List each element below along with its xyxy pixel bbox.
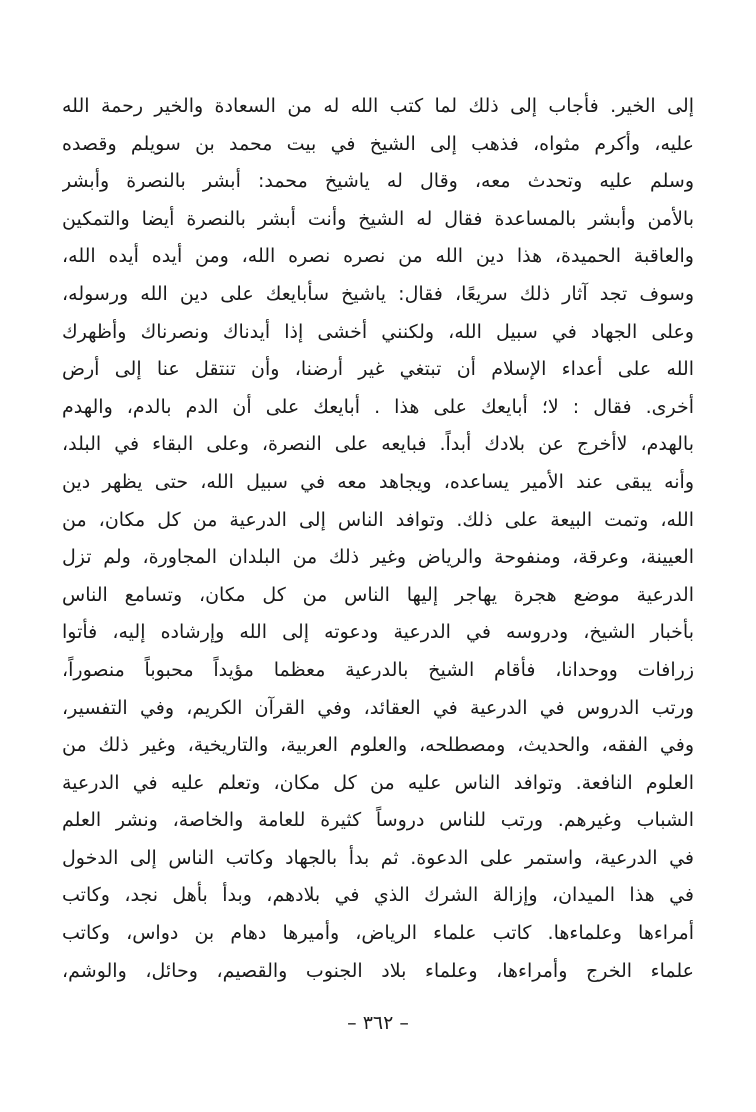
text-line-2: عليه، وأكرم مثواه، فذهب إلى الشيخ في بيت محمد بن سويلم وقصده (62, 132, 694, 155)
text-line-1: إلى الخير. فأجاب إلى ذلك لما كتب الله له من السعادة والخير رحمة الله (62, 95, 694, 117)
text-line-16: زرافات ووحدانا، فأقام الشيخ بالدرعية معظما مؤيداً محبوباً منصوراً، (62, 658, 694, 681)
text-line-21: في الدرعية، واستمر على الدعوة. ثم بدأ بالجهاد وكاتب الناس إلى الدخول (62, 846, 694, 869)
text-line-12: الله، وتمت البيعة على ذلك. وتوافد الناس إلى الدرعية من كل مكان، من (62, 508, 694, 531)
text-line-15: بأخبار الشيخ، ودروسه في الدرعية ودعوته إلى الله وإرشاده إليه، فأتوا (62, 621, 694, 644)
text-line-3: وسلم عليه وتحدث معه، وقال له ياشيخ محمد: أبشر بالنصرة وأبشر (62, 170, 694, 193)
text-line-10: بالهدم، لاأخرج عن بلادك أبداً. فبايعه على النصرة، وعلى البقاء في البلد، (62, 433, 694, 456)
text-line-7: وعلى الجهاد في سبيل الله، ولكنني أخشى إذا أيدناك ونصرناك وأظهرك (62, 320, 694, 343)
text-line-11: وأنه يبقى عند الأمير يساعده، ويجاهد معه في سبيل الله، حتى يظهر دين (62, 470, 694, 493)
text-line-13: العيينة، وعرقة، ومنفوحة والرياض وغير ذلك من البلدان المجاورة، ولم تزل (62, 546, 694, 569)
text-line-22: في هذا الميدان، وإزالة الشرك الذي في بلادهم، وبدأ بأهل نجد، وكاتب (62, 884, 694, 907)
text-line-4: بالأمن وأبشر بالمساعدة فقال له الشيخ وأنت أبشر بالنصرة أيضا والتمكين (62, 207, 694, 230)
body-text (62, 88, 694, 990)
text-line-18: وفي الفقه، والحديث، ومصطلحه، والعلوم العربية، والتاريخية، وغير ذلك من (62, 734, 694, 757)
text-line-23: أمراءها وعلماءها. كاتب علماء الرياض، وأميرها دهام بن دواس، وكاتب (62, 922, 694, 945)
text-line-17: ورتب الدروس في الدرعية في العقائد، وفي القرآن الكريم، وفي التفسير، (62, 696, 694, 719)
text-line-14: الدرعية موضع هجرة يهاجر إليها الناس من كل مكان، وتسامع الناس (62, 583, 694, 606)
text-line-19: العلوم النافعة. وتوافد الناس عليه من كل مكان، وتعلم عليه في الدرعية (62, 771, 694, 794)
text-line-20: الشباب وغيرهم. ورتب للناس دروساً كثيرة للعامة والخاصة، ونشر العلم (62, 809, 694, 832)
text-line-6: وسوف تجد آثار ذلك سريعًا، فقال: ياشيخ سأبايعك على دين الله ورسوله، (62, 282, 694, 305)
page-number: – ٣٦٢ – (347, 1012, 409, 1034)
text-line-9: أخرى. فقال : لا؛ أبايعك على هذا . أبايعك على أن الدم بالدم، والهدم (62, 395, 694, 418)
text-line-5: والعاقبة الحميدة، هذا دين الله من نصره نصره الله، ومن أيده أيده الله، (62, 245, 694, 268)
text-line-8: الله على أعداء الإسلام أن تبتغي غير أرضنا، وأن تنتقل عنا إلى أرض (62, 358, 694, 381)
text-line-24: علماء الخرج وأمراءها، وعلماء بلاد الجنوب والقصيم، وحائل، والوشم، (62, 959, 694, 982)
